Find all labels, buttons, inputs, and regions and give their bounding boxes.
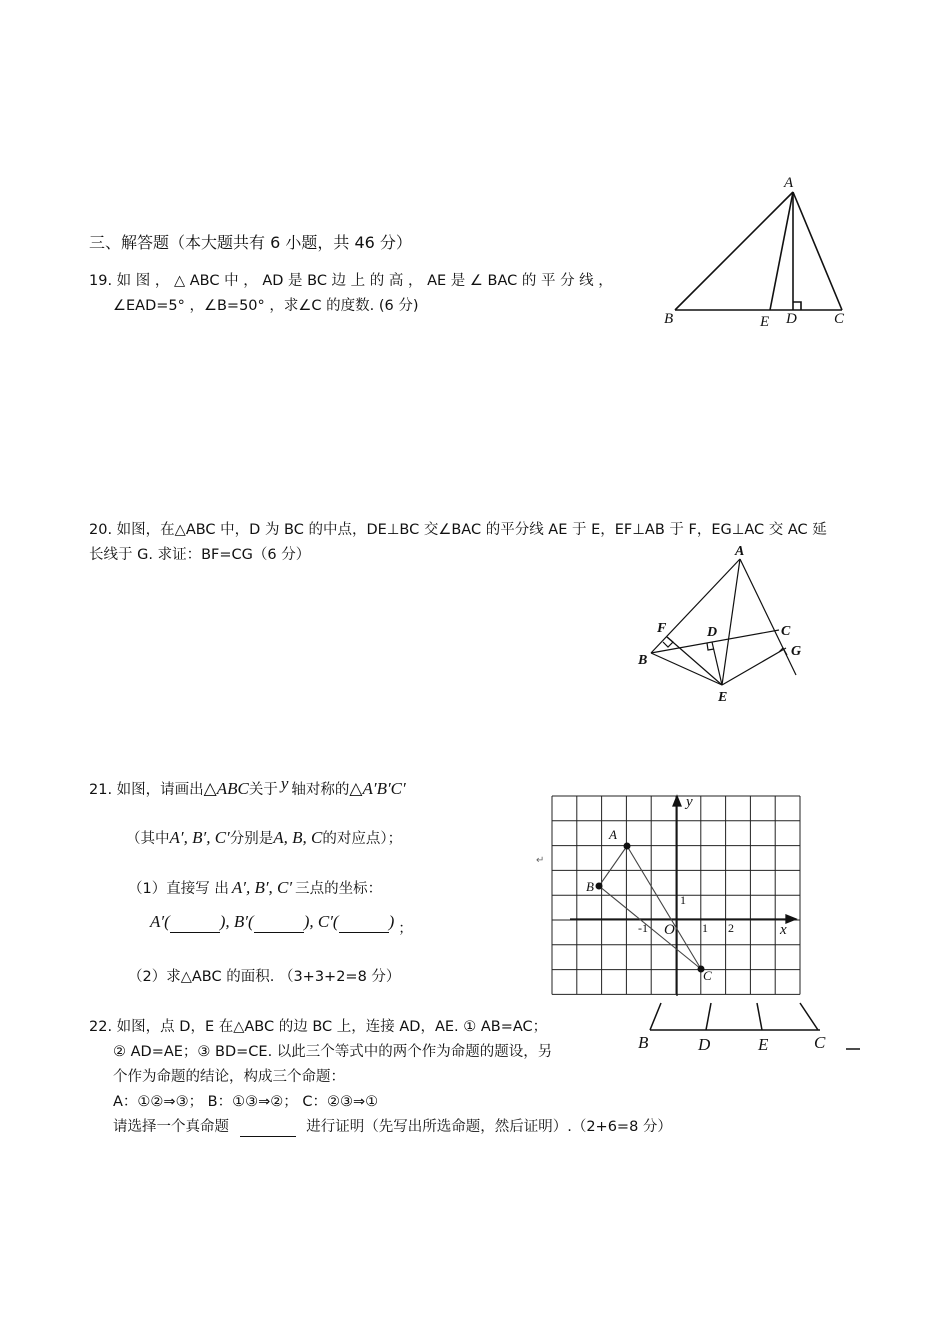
q22-label-e: E (758, 1035, 769, 1054)
q21-close-paren: ) (388, 912, 395, 931)
q22-label-c: C (814, 1033, 826, 1052)
q19-line1: 19. 如 图 ， △ ABC 中 ， AD 是 BC 边 上 的 高 ， AE 是 ∠ BAC 的 平 分 线 ， (89, 273, 613, 289)
q22-line1: 22. 如图，点 D，E 在△ABC 的边 BC 上，连接 AD，AE. ① AB=AC； (89, 1019, 548, 1035)
q19-label-c: C (834, 311, 845, 327)
grid-x-label: x (780, 922, 787, 938)
q19-label-e: E (760, 314, 770, 330)
q22-prove-text: 进行证明（先写出所选命题，然后证明）.（2+6=8 分） (306, 1119, 672, 1135)
q21-triangle-prime: △A′B′C′ (349, 779, 406, 798)
q21-part1-text: （1）直接写 出 (128, 881, 229, 897)
q21-symmetric-text: 轴对称的 (291, 782, 350, 798)
q19-label-a: A (784, 175, 794, 191)
q22-line2: ② AD=AE；③ BD=CE. 以此三个等式中的两个作为命题的题设，另 (113, 1044, 553, 1060)
q22-line4: A：①②⇒③； B：①③⇒②； C：②③⇒① (113, 1094, 379, 1110)
q21-line4-end: ； (398, 921, 413, 937)
q20-label-c: C (781, 624, 791, 639)
q20-label-f: F (657, 621, 667, 636)
q21-a-prime-open: A′( (150, 912, 170, 931)
q21-coordinates-text: 三点的坐标： (295, 881, 383, 897)
q21-respectively-text: 分别是 (229, 831, 274, 847)
q20-label-e: E (718, 690, 728, 705)
q21-triangle-abc: △ABC (203, 779, 249, 798)
q21-intro-text: 21. 如图，请画出 (89, 782, 204, 798)
q19-label-d: D (786, 311, 797, 327)
q20-label-g: G (791, 644, 802, 659)
q22-choose-text: 请选择一个真命题 (113, 1119, 229, 1135)
q21-corresponding-text: 的对应点）； (322, 831, 403, 847)
q20-line1: 20. 如图，在△ABC 中，D 为 BC 的中点，DE⊥BC 交∠BAC 的平分线 AE 于 E，EF⊥AB 于 F，EG⊥AC 交 AC 延 (89, 522, 827, 538)
q20-label-d: D (707, 625, 718, 640)
grid-tick-y1: 1 (680, 893, 686, 907)
grid-origin-label: O (664, 922, 675, 938)
q21-b-prime-open: ), B′( (219, 912, 254, 931)
q21-part1-points: A′, B′, C′ (231, 878, 293, 897)
q22-line3: 个作为命题的结论，构成三个命题： (113, 1069, 345, 1085)
grid-y-label: y (686, 794, 693, 810)
q21-line5: （2）求△ABC 的面积. （3+3+2=8 分） (128, 969, 401, 985)
q21-about-text: 关于 (248, 782, 278, 798)
grid-tick-neg1: -1 (638, 921, 648, 935)
q22-label-b: B (638, 1033, 649, 1052)
q22-label-d: D (698, 1035, 711, 1054)
q20-line2: 长线于 G. 求证：BF=CG（6 分） (89, 547, 311, 563)
q21-prime-points: A′, B′, C′ (169, 828, 230, 847)
q19-label-b: B (664, 311, 674, 327)
q20-label-a: A (735, 544, 745, 559)
grid-point-a-label: A (609, 827, 617, 842)
q21-y-axis-symbol: y (280, 774, 289, 793)
q21-original-points: A, B, C (273, 828, 323, 847)
grid-point-b-label: B (586, 879, 594, 894)
grid-point-c-label: C (703, 968, 712, 983)
q20-label-b: B (638, 653, 648, 668)
q21-c-prime-open: ), C′( (303, 912, 339, 931)
grid-tick-2: 2 (728, 921, 734, 935)
section-heading: 三、解答题（本大题共有 6 小题，共 46 分） (89, 233, 412, 252)
q19-line2: ∠EAD=5° ，∠B=50° ，求∠C 的度数. (6 分) (113, 298, 419, 314)
return-mark: ↵ (536, 855, 545, 866)
grid-tick-1: 1 (702, 921, 708, 935)
q21-where-text: （其中 (126, 831, 170, 847)
